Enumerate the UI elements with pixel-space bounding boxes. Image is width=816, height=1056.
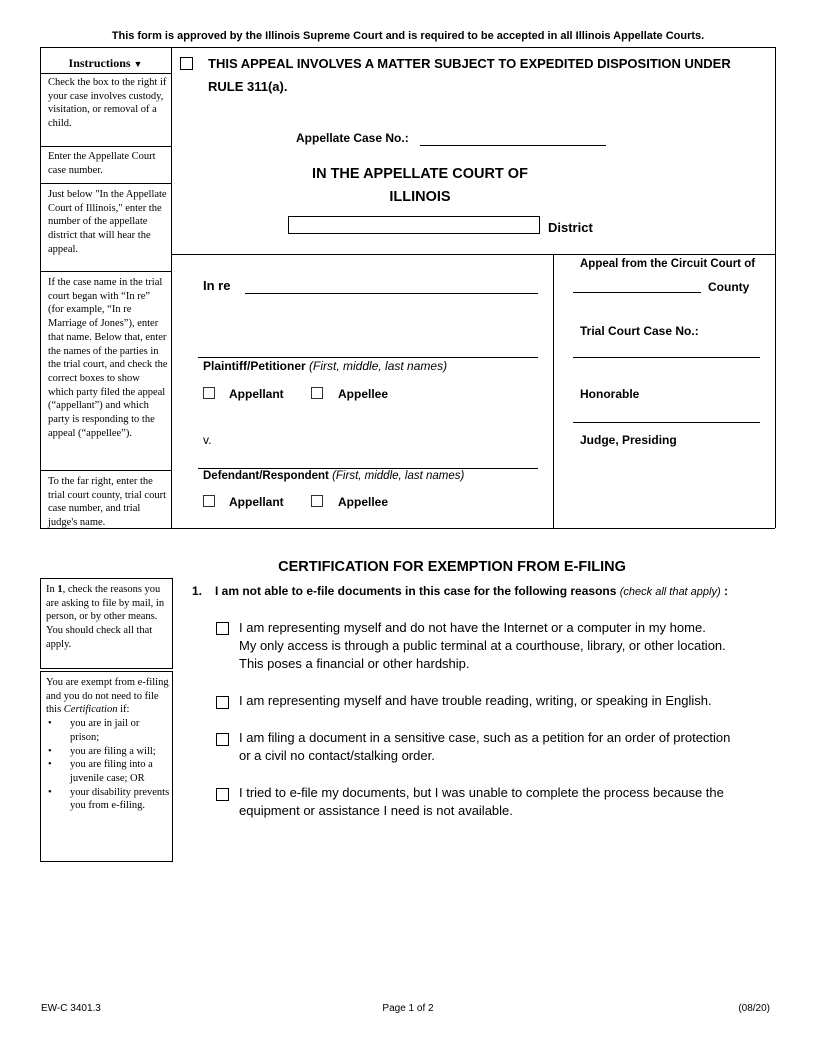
instruction-reasons-num: 1 [57,584,63,595]
plaintiff-name-field[interactable] [198,357,538,358]
plaintiff-label [203,359,447,373]
trial-case-no-label: Trial Court Case No.: [580,324,699,338]
exempt-item: • your disability prevents you from e-filing. [46,786,170,813]
exempt-list [46,717,170,813]
district-input[interactable] [288,216,540,234]
instruction-case-number: Enter the Appellate Court case number. [48,151,156,176]
court-title-line-1: IN THE APPELLATE COURT OF [312,166,528,182]
instruction-district: Just below "In the Appellate Court of Illinois," enter the number of the appellate district that will hear the appeal. [48,189,167,255]
exempt-item: • you are filing into a juvenile case; OR [46,758,170,785]
reason-line: I am representing myself and do not have the Internet or a computer in my home. [239,620,706,635]
exempt-intro-2: if: [117,704,130,716]
instruction-reasons-post: , check the reasons you are asking to file by mail, in person, or by other means. You should check all that apply. [46,584,165,650]
trial-case-no-field[interactable] [573,357,760,358]
defendant-appellee-label: Appellee [338,495,389,509]
reason-sensitive-case [239,729,730,765]
in-re-label: In re [203,278,231,293]
defendant-label [203,470,464,482]
expedited-checkbox[interactable] [180,57,193,70]
caret-down-icon: ▼ [133,59,143,69]
plaintiff-label-text: Plaintiff/Petitioner [203,359,306,373]
reason-sensitive-case-checkbox[interactable] [216,733,229,746]
defendant-hint: (First, middle, last names) [332,470,465,482]
header-notice: This form is approved by the Illinois Supreme Court and is required to be accepted in all Illinois Appellate Courts. [111,30,705,42]
plaintiff-appellee-label: Appellee [338,387,389,401]
instruction-exempt [46,676,170,813]
instruction-far-right: To the far right, enter the trial court county, trial court case number, and trial judge's name. [48,476,166,529]
instructions-title-text: Instructions [68,56,131,70]
expedited-line-2: RULE 311(a). [208,79,288,94]
county-field[interactable] [573,292,701,293]
reason-line: This poses a financial or other hardship. [239,656,470,671]
county-label: County [708,280,750,294]
reason-language [239,692,712,710]
defendant-appellant-label: Appellant [229,495,284,509]
exempt-item: • you are filing a will; [46,745,170,759]
reason-line: equipment or assistance I need is not available. [239,803,513,818]
in-re-field[interactable] [245,293,538,294]
exempt-item: • you are in jail or prison; [46,717,170,744]
honorable-label: Honorable [580,387,640,401]
plaintiff-appellant-label: Appellant [229,387,284,401]
footer-form-id: EW-C 3401.3 [41,1003,101,1014]
reason-language-checkbox[interactable] [216,696,229,709]
item-1-hint: (check all that apply) [619,586,721,598]
reason-efile-failed-checkbox[interactable] [216,788,229,801]
plaintiff-appellee-checkbox[interactable] [311,387,323,399]
reason-no-internet [239,619,726,673]
instructions-title [40,56,171,71]
defendant-name-field[interactable] [198,468,538,469]
instruction-custody: Check the box to the right if your case involves custody, visitation, or removal of a child. [48,77,167,130]
appeal-from-label: Appeal from the Circuit Court of [580,258,756,270]
instruction-reasons-pre: In [46,584,58,595]
district-label: District [548,220,593,235]
exempt-intro-1: You are exempt from e-filing and you do not need to file this [46,677,169,716]
item-1-number: 1. [192,584,203,598]
appellate-case-no-field[interactable] [420,145,606,146]
plaintiff-appellant-checkbox[interactable] [203,387,215,399]
judge-presiding-label: Judge, Presiding [580,433,677,447]
reason-efile-failed [239,784,724,820]
footer-page: Page 1 of 2 [382,1003,434,1014]
item-1-text [215,584,728,598]
defendant-appellee-checkbox[interactable] [311,495,323,507]
plaintiff-hint: (First, middle, last names) [309,359,448,373]
versus-label: v. [203,433,212,447]
court-title-line-2: ILLINOIS [389,189,451,205]
appellate-case-no-label: Appellate Case No.: [296,131,409,145]
reason-line: I am representing myself and have trouble reading, writing, or speaking in English. [239,693,712,708]
reason-line: or a civil no contact/stalking order. [239,748,435,763]
certification-title: CERTIFICATION FOR EXEMPTION FROM E-FILING [278,559,626,575]
defendant-label-text: Defendant/Respondent [203,470,329,482]
item-1-colon: : [723,584,728,598]
defendant-appellant-checkbox[interactable] [203,495,215,507]
reason-line: I am filing a document in a sensitive case, such as a petition for an order of protection [239,730,731,745]
expedited-line-1: THIS APPEAL INVOLVES A MATTER SUBJECT TO EXPEDITED DISPOSITION UNDER [208,56,731,71]
reason-line: I tried to e-file my documents, but I was unable to complete the process because the [239,785,724,800]
exempt-intro-cert: Certification [63,704,118,716]
instruction-in-re: If the case name in the trial court began with “In re” (for example, “In re Marriage of Jones”), enter that name. Below that, enter the names of the parties in the trial court, and check the correct boxes to show which party filed the appeal (“appellant”) and which party is responding to the appeal (“appellee”). [48,277,168,439]
item-1-main: I am not able to e-file documents in this case for the following reasons [215,584,617,598]
instruction-exempt-intro [46,676,170,717]
reason-line: My only access is through a public terminal at a courthouse, library, or other location. [239,638,726,653]
reason-no-internet-checkbox[interactable] [216,622,229,635]
footer-date: (08/20) [738,1003,770,1014]
judge-name-field[interactable] [573,422,760,423]
instruction-reasons [46,583,170,652]
